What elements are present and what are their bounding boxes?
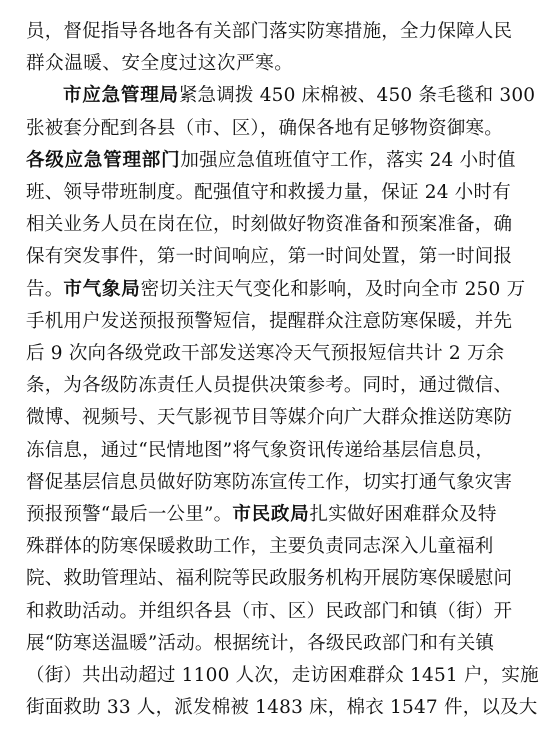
paragraph-line [26, 596, 513, 628]
paragraph-line [26, 370, 513, 402]
paragraph-line [26, 241, 513, 273]
paragraph-line [26, 531, 494, 563]
paragraph-line [26, 402, 513, 434]
text-segment: 告。 [26, 278, 64, 300]
paragraph-line [26, 145, 516, 177]
text-segment: 院、救助管理站、福利院等民政服务机构开展防寒保暖慰问 [26, 568, 513, 590]
paragraph-line [26, 16, 513, 48]
text-segment: 紧急调拨 450 床棉被、450 条毛毯和 300 [178, 85, 536, 107]
text-segment: 群众温暖、安全度过这次严寒。 [26, 53, 294, 75]
paragraph-line [26, 435, 495, 467]
text-segment: 保有突发事件，第一时间响应，第一时间处置，第一时间报 [26, 246, 513, 268]
text-segment: 冻信息，通过“民情地图”将气象资讯传递给基层信息员， [26, 439, 495, 461]
bold-agency-name: 市民政局 [232, 504, 310, 525]
paragraph-line [26, 467, 513, 499]
paragraph-line [26, 209, 513, 241]
text-segment: 展“防寒送温暖”活动。根据统计，各级民政部门和有关镇 [26, 632, 495, 654]
text-segment: 员，督促指导各地各有关部门落实防寒措施，全力保障人民 [26, 21, 513, 42]
text-segment: 督促基层信息员做好防寒防冻宣传工作，切实打通气象灾害 [26, 471, 513, 493]
paragraph-line [26, 628, 495, 660]
paragraph-line [26, 692, 538, 724]
text-segment: 扎实做好困难群众及特 [309, 504, 497, 525]
text-segment: 张被套分配到各县（市、区），确保各地有足够物资御寒。 [26, 117, 503, 139]
paragraph-line [26, 306, 513, 338]
paragraph-line [26, 274, 526, 306]
paragraph-line [26, 563, 513, 595]
paragraph-line [63, 80, 536, 112]
paragraph-line [26, 177, 511, 209]
text-segment: 班、领导带班制度。配强值守和救援力量，保证 24 小时有 [26, 182, 511, 203]
text-segment: 和救助活动。并组织各县（市、区）民政部门和镇（街）开 [26, 600, 513, 622]
text-segment: 殊群体的防寒保暖救助工作，主要负责同志深入儿童福利 [26, 536, 494, 558]
bold-agency-name: 市应急管理局 [63, 85, 179, 107]
text-segment: 街面救助 33 人，派发棉被 1483 床，棉衣 1547 件，以及大 [26, 697, 538, 719]
bold-agency-name: 各级应急管理部门 [26, 149, 181, 171]
text-segment: （街）共出动超过 1100 人次，走访困难群众 1451 户，实施 [26, 665, 539, 686]
text-segment: 预报预警“最后一公里”。 [26, 504, 233, 525]
paragraph-line [26, 499, 497, 531]
text-segment: 密切关注天气变化和影响，及时向全市 250 万 [140, 278, 526, 300]
paragraph-line [26, 113, 503, 145]
paragraph-line [26, 48, 486, 80]
text-segment: 微博、视频号、天气影视节目等媒介向广大群众推送防寒防 [26, 407, 513, 429]
text-segment: 后 9 次向各级党政干部发送寒冷天气预报短信共计 2 万余 [26, 343, 505, 364]
text-segment: 手机用户发送预报预警短信，提醒群众注意防寒保暖，并先 [26, 310, 513, 332]
bold-agency-name: 市气象局 [63, 278, 141, 300]
text-segment: 加强应急值班值守工作，落实 24 小时值 [180, 149, 516, 171]
paragraph-line [26, 660, 539, 692]
text-segment: 相关业务人员在岗在位，时刻做好物资准备和预案准备，确 [26, 214, 513, 236]
paragraph-line [26, 338, 505, 370]
text-segment: 条，为各级防冻责任人员提供决策参考。同时，通过微信、 [26, 375, 513, 397]
